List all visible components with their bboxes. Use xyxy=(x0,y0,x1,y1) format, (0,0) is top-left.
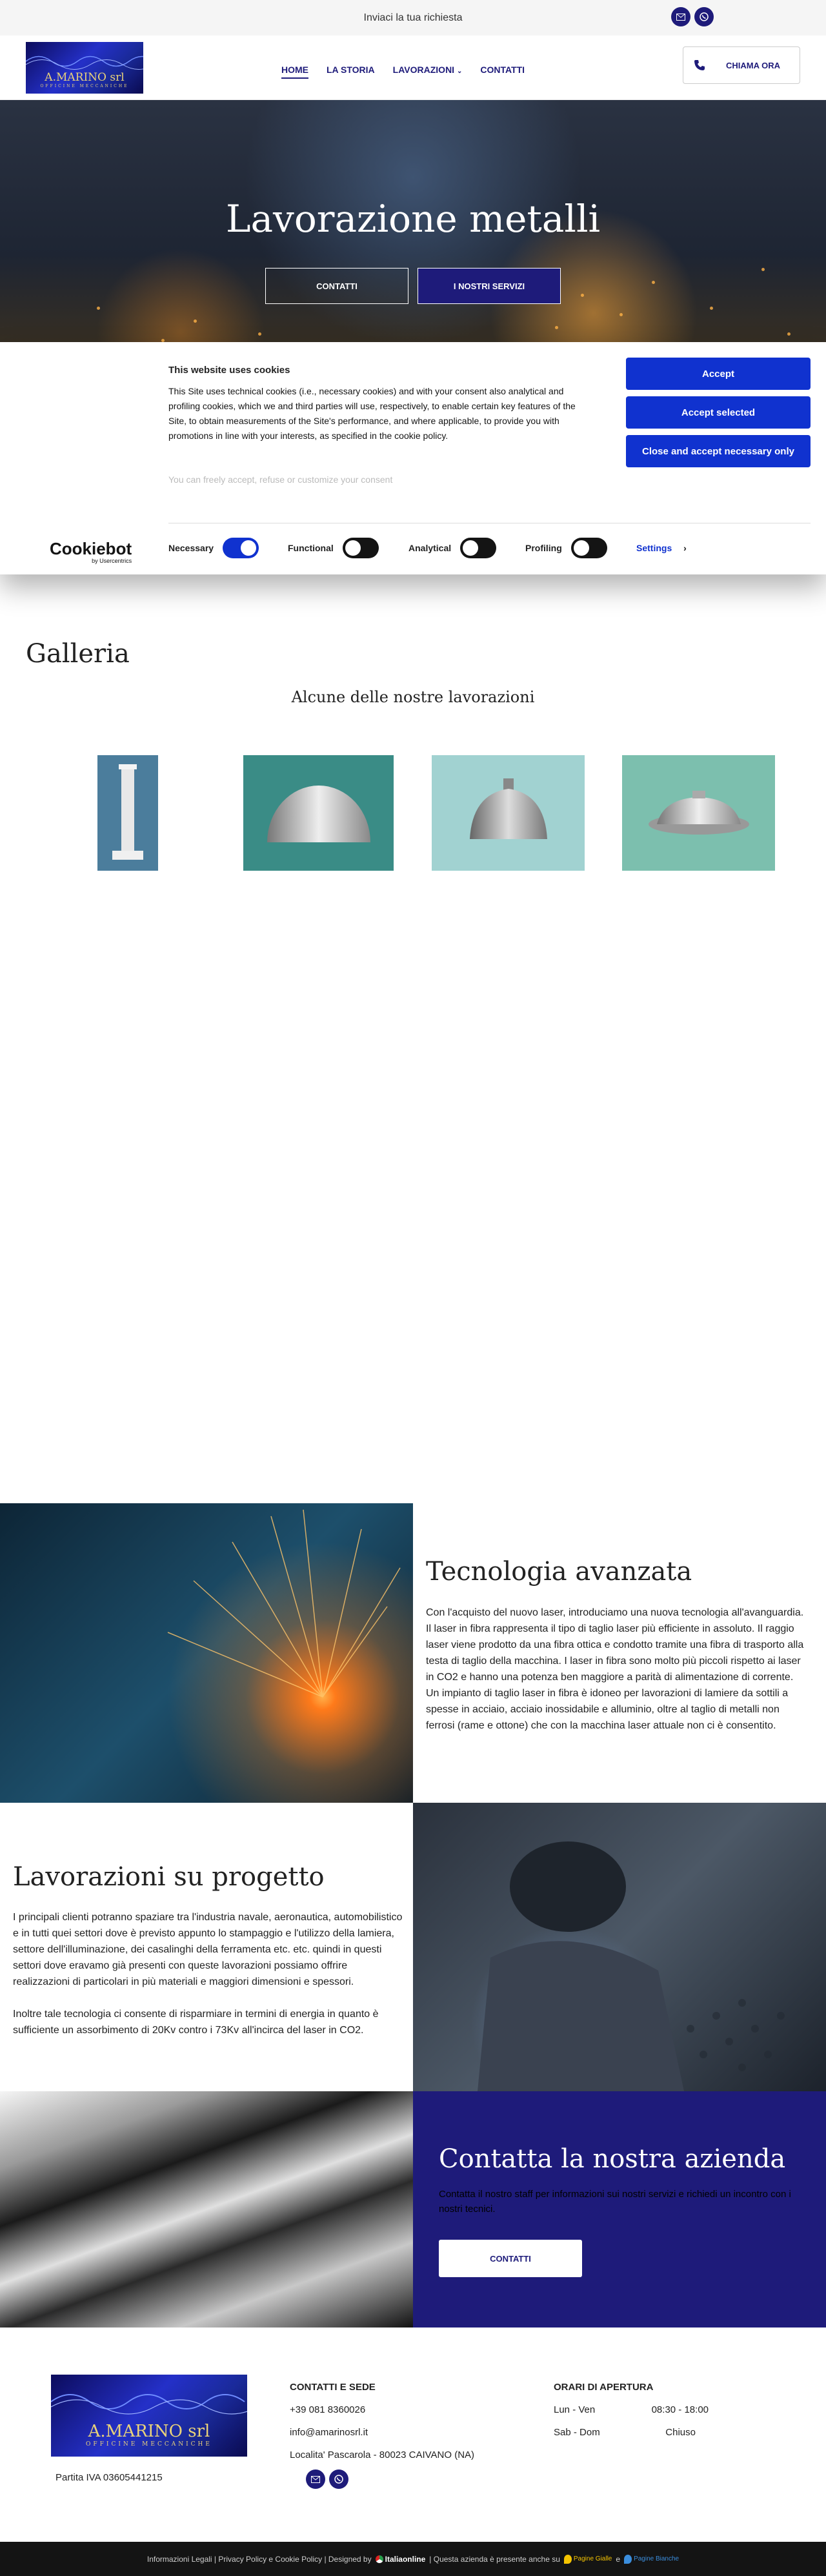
footer-email-icon[interactable] xyxy=(306,2470,325,2489)
toggle-profiling xyxy=(525,538,607,558)
welder-image xyxy=(413,1803,826,2091)
footer-legal-links[interactable]: Informazioni Legali | Privacy Policy e Cookie Policy | Designed by xyxy=(146,2554,372,2564)
footer-hours-days: Sab - Dom xyxy=(554,2427,600,2438)
toggle-analytical-label: Analytical xyxy=(408,543,452,553)
footer-contacts xyxy=(290,2382,474,2489)
projects-text: I principali clienti potranno spaziare tra l'industria navale, aeronautica, automobilistico e in tutti quei settori dove è previsto appunto lo stampaggio e l'utilizzo della lamiera, settore dell'illuminazione, dei casalinghi della ferramenta etc. etc. quindi in questi settori dove eravamo già presenti con queste lavorazioni possiamo offrire realizzazioni di particolari in più materiali e maggiori dimensioni e spessori. xyxy=(13,1912,403,1987)
footer-hours-time: Chiuso xyxy=(665,2427,696,2438)
toggle-functional xyxy=(288,538,379,558)
nav-la-storia[interactable]: LA STORIA xyxy=(327,65,375,75)
tech-title: Tecnologia avanzata xyxy=(426,1557,692,1587)
whatsapp-icon[interactable] xyxy=(694,7,714,26)
footer-hours-time: 08:30 - 18:00 xyxy=(651,2404,709,2415)
footer-hours-days: Lun - Ven xyxy=(554,2404,596,2415)
gallery-subtitle: Alcune delle nostre lavorazioni xyxy=(291,688,535,706)
tech-image xyxy=(0,1503,413,1803)
close-accept-necessary-button[interactable]: Close and accept necessary only xyxy=(626,435,811,467)
toggle-functional-switch[interactable] xyxy=(343,538,379,558)
welder-graphic xyxy=(413,1803,826,2091)
gallery-title: Galleria xyxy=(26,639,130,669)
projects-text-2: Inoltre tale tecnologia ci consente di risparmiare in termini di energia in quanto è sufficiente un assorbimento di 20Kv contro i 73Kv all'incirca del laser in CO2. xyxy=(13,2009,379,2036)
logo-tagline: OFFICINE MECCANICHE xyxy=(40,84,129,88)
chevron-right-icon: › xyxy=(683,543,687,553)
email-icon[interactable] xyxy=(671,7,690,26)
cookiebot-brand: Cookiebot xyxy=(50,539,132,558)
gallery-image-pillar[interactable] xyxy=(97,755,158,871)
tech-text: Con l'acquisto del nuovo laser, introduciamo una nuova tecnologia all'avanguardia. Il laser in fibra rappresenta il tipo di taglio laser più efficiente in assoluto. Il raggio laser viene prodotto da una fibra ottica e condotto tramite una fibra di trasporto alla testa di taglio della macchina. I laser in fibra sono molto più piccoli rispetto ai laser in CO2 e hanno una potenza ben maggiore a parità di alimentazione di corrente. Un impianto di taglio laser in fibra è idoneo per lavorazioni di lamiere da sottili a spesse in acciaio, acciaio inossidabile e alluminio, oltre al taglio di metalli non ferrosi (rame e ottone) che con la macchina laser attuale non ci è consentito. xyxy=(426,1607,804,1731)
contact-title: Contatta la nostra azienda xyxy=(439,2144,786,2174)
paginegialle-icon xyxy=(564,2555,572,2564)
hero-services-button[interactable]: I NOSTRI SERVIZI xyxy=(418,268,561,304)
nav-home[interactable]: HOME xyxy=(281,65,308,79)
paginegialle-label: Pagine Gialle xyxy=(573,2555,612,2562)
phone-icon xyxy=(694,59,705,71)
nav-contatti[interactable]: CONTATTI xyxy=(480,65,525,75)
footer-bottom-bar xyxy=(0,2542,826,2576)
nav-lavorazioni-label: LAVORAZIONI xyxy=(392,65,455,75)
accept-button[interactable]: Accept xyxy=(626,358,811,390)
hero-contacts-button[interactable]: CONTATTI xyxy=(265,268,408,304)
cookie-title: This website uses cookies xyxy=(168,365,290,376)
footer-social-icons xyxy=(306,2470,474,2489)
italiaonline-label: Italiaonline xyxy=(385,2554,426,2564)
footer-hours-row xyxy=(554,2427,709,2438)
paginebianche-logo[interactable] xyxy=(624,2555,679,2564)
settings-link[interactable] xyxy=(636,543,687,553)
top-bar xyxy=(0,0,826,35)
gallery-image-dome[interactable] xyxy=(243,755,394,871)
toggle-functional-label: Functional xyxy=(288,543,334,553)
cookie-banner xyxy=(0,342,826,574)
hero-title: Lavorazione metalli xyxy=(225,197,601,241)
paginebianche-label: Pagine Bianche xyxy=(634,2555,680,2562)
settings-label: Settings xyxy=(636,543,672,553)
cookie-text: This Site uses technical cookies (i.e., necessary cookies) and with your consent also analytical and profiling cookies, which we and third parties will use, respectively, to enable certain key features of the Site, to obtain measurements of the Site's performance, and where applicable, to provide you with promotions in line with your interests, as specified in the cookie policy. xyxy=(168,386,576,441)
toggle-necessary-switch[interactable] xyxy=(223,538,259,558)
projects-title: Lavorazioni su progetto xyxy=(13,1862,325,1892)
hero-banner xyxy=(0,100,826,358)
cookie-faded-text: You can freely accept, refuse or customize your consent xyxy=(168,474,393,485)
toggle-necessary-label: Necessary xyxy=(168,543,214,553)
paginebianche-icon xyxy=(624,2555,632,2564)
nav-lavorazioni[interactable] xyxy=(393,65,463,79)
chevron-down-icon: ⌄ xyxy=(456,68,463,75)
footer-hours-title: ORARI DI APERTURA xyxy=(554,2382,654,2393)
footer-presence-text: | Questa azienda è presente anche su xyxy=(429,2554,560,2564)
request-link[interactable]: Inviaci la tua richiesta xyxy=(363,12,463,23)
sparks-graphic xyxy=(0,1503,413,1803)
toggle-analytical xyxy=(408,538,496,558)
paginegialle-logo[interactable] xyxy=(564,2555,612,2564)
site-header xyxy=(0,35,826,100)
gallery-image-lid[interactable] xyxy=(622,755,775,871)
logo[interactable] xyxy=(26,42,143,94)
footer-logo-tagline: OFFICINE MECCANICHE xyxy=(86,2441,212,2448)
toggle-necessary xyxy=(168,538,259,558)
footer-and-text: e xyxy=(616,2554,621,2564)
italiaonline-icon xyxy=(376,2555,383,2563)
main-nav xyxy=(281,65,525,79)
footer-phone[interactable]: +39 081 8360026 xyxy=(290,2404,366,2415)
footer-whatsapp-icon[interactable] xyxy=(329,2470,348,2489)
footer-hours-row xyxy=(554,2404,709,2415)
footer-logo[interactable] xyxy=(51,2375,247,2457)
logo-text: A.MARINO srl xyxy=(45,71,125,84)
logo-wave-icon xyxy=(26,48,143,74)
cookiebot-logo xyxy=(50,539,132,564)
footer-vat: Partita IVA 03605441215 xyxy=(55,2472,163,2483)
cookiebot-brand-sub: by Usercentrics xyxy=(92,558,132,564)
toggle-analytical-switch[interactable] xyxy=(460,538,496,558)
contact-text: Contatta il nostro staff per informazioni sui nostri servizi e richiedi un incontro con i nostri tecnici. xyxy=(439,2189,791,2215)
footer-email[interactable]: info@amarinosrl.it xyxy=(290,2427,368,2438)
gallery-image-lampshade[interactable] xyxy=(432,755,585,871)
call-now-label: CHIAMA ORA xyxy=(726,60,781,70)
footer-logo-text: A.MARINO srl xyxy=(88,2422,210,2441)
metal-abstract-image xyxy=(0,2091,413,2328)
footer-hours xyxy=(554,2382,709,2438)
footer-address: Localita' Pascarola - 80023 CAIVANO (NA) xyxy=(290,2449,475,2460)
italiaonline-logo[interactable] xyxy=(376,2555,426,2564)
toggle-profiling-label: Profiling xyxy=(525,543,562,553)
call-now-button[interactable] xyxy=(683,46,800,84)
toggle-profiling-switch[interactable] xyxy=(571,538,607,558)
contact-section xyxy=(413,2091,826,2328)
accept-selected-button[interactable]: Accept selected xyxy=(626,396,811,429)
contact-button[interactable]: CONTATTI xyxy=(439,2240,582,2277)
footer-contacts-title: CONTATTI E SEDE xyxy=(290,2382,376,2393)
footer-logo-wave-icon xyxy=(51,2382,247,2421)
